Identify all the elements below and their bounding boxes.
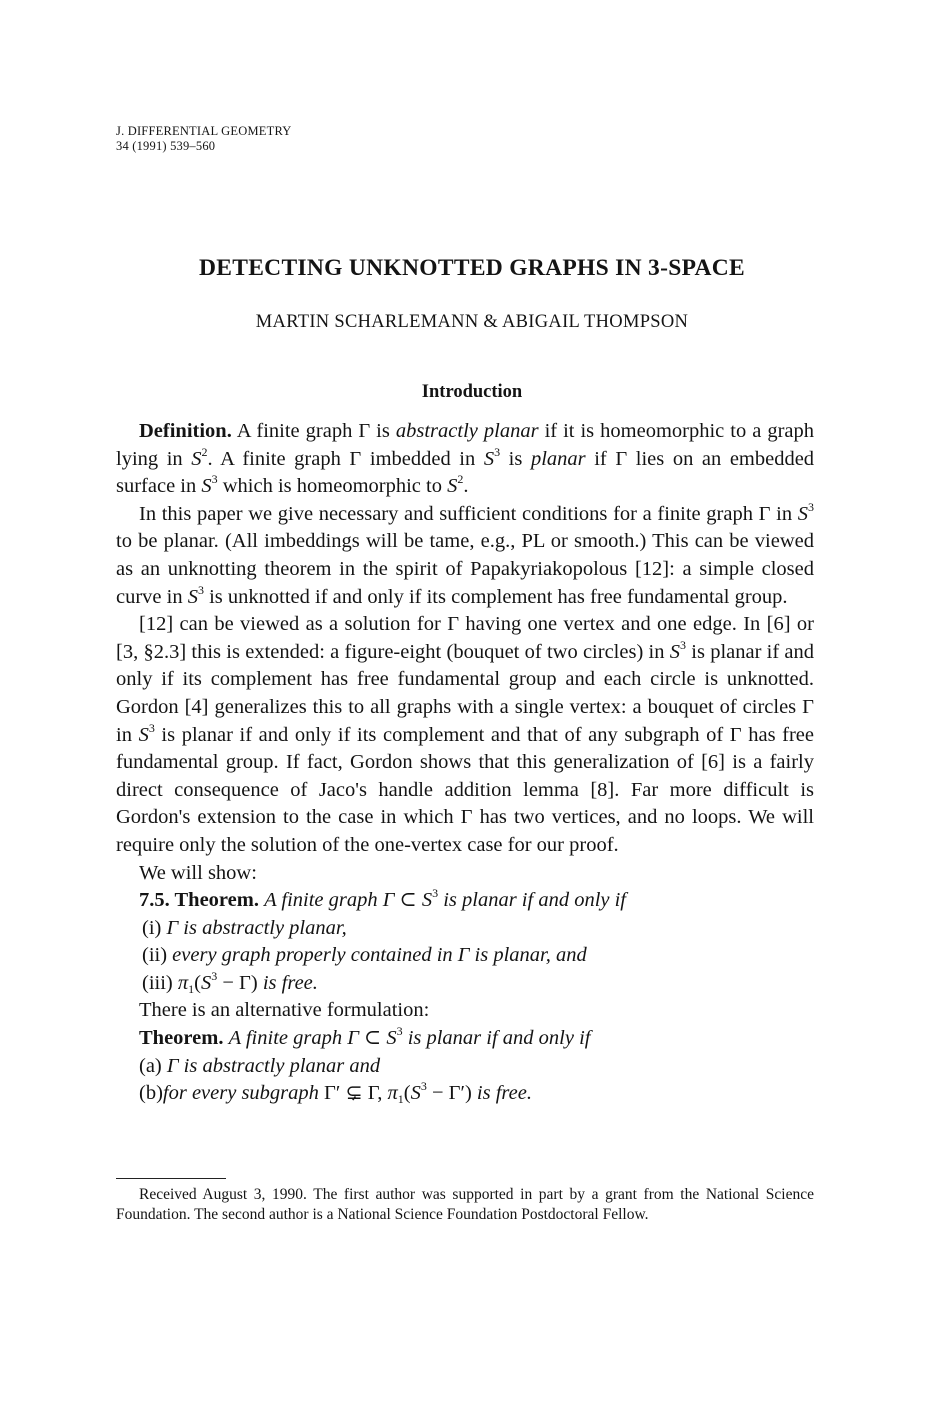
paragraph-text: is planar if and only if its complement has free fundamental group and each circle is unknotted. Gordon [4] generalizes this to all graphs with a single vertex: a bouquet of circles Γ in	[116, 640, 815, 746]
math-superscript: 3	[396, 1024, 403, 1039]
footnote-rule	[116, 1178, 226, 1179]
definition-paragraph	[116, 418, 814, 501]
definition-text: .	[463, 475, 469, 498]
math-subscript: 1	[397, 1092, 404, 1107]
paragraph-text: In this paper we give necessary and sufficient conditions for a finite graph Γ in	[139, 502, 793, 525]
theorem-7-5	[116, 887, 814, 915]
paragraph-2	[116, 501, 814, 611]
definition-text: . A finite graph Γ imbedded in	[207, 447, 476, 470]
math-superscript: 3	[808, 499, 815, 514]
theorem-condition-i	[116, 915, 814, 943]
theorem-text: is planar if and only if	[443, 889, 627, 912]
theorem-condition-a	[116, 1053, 814, 1081]
condition-text: Γ is abstractly planar and	[166, 1054, 381, 1077]
math-symbol: (	[403, 1082, 411, 1105]
theorem-label: 7.5. Theorem.	[139, 889, 259, 912]
math-superscript: 3	[680, 637, 686, 652]
definition-term: abstractly planar	[395, 420, 539, 442]
math-symbol: S	[138, 723, 149, 746]
condition-text: Γ is abstractly planar,	[166, 916, 347, 939]
paragraph-text: [12] can be viewed as a solution for Γ having one vertex and one edge. In [6] or [3, §2.3] this is extended: a figure-eight (bouquet of two circles) in	[116, 613, 814, 663]
math-superscript: 3	[420, 1079, 427, 1094]
theorem-condition-b	[116, 1080, 814, 1108]
math-symbol: S	[421, 889, 433, 912]
condition-label: (ii)	[142, 944, 168, 967]
theorem-text: A finite graph Γ ⊂	[228, 1027, 382, 1050]
math-superscript: 3	[148, 720, 155, 735]
math-superscript: 3	[432, 886, 439, 901]
math-superscript: 2	[457, 472, 464, 487]
theorem-alt	[116, 1025, 814, 1053]
condition-text: every graph properly contained in Γ is planar, and	[172, 944, 587, 967]
math-superscript: 3	[197, 582, 204, 597]
definition-text: which is homeomorphic to	[222, 475, 442, 498]
math-symbol: S	[447, 475, 458, 498]
math-superscript: 3	[211, 968, 218, 983]
journal-name: J. DIFFERENTIAL GEOMETRY	[116, 124, 292, 138]
math-symbol: S	[797, 502, 809, 525]
math-superscript: 3	[211, 472, 218, 487]
theorem-text: is planar if and only if	[407, 1027, 591, 1050]
paragraph-text: is unknotted if and only if its complement has free fundamental group.	[209, 585, 788, 608]
paper-authors: MARTIN SCHARLEMANN & ABIGAIL THOMPSON	[255, 312, 689, 332]
definition-text: A finite graph Γ is	[236, 420, 390, 442]
definition-term: planar	[530, 447, 586, 470]
math-symbol: S	[201, 475, 212, 498]
definition-text: if it is homeomorphic to a graph lying in	[116, 420, 815, 470]
definition-text: is	[508, 447, 523, 470]
paper-title: DETECTING UNKNOTTED GRAPHS IN 3-SPACE	[198, 255, 745, 281]
condition-label: (b)	[139, 1082, 163, 1105]
math-symbol: S	[191, 447, 202, 470]
theorem-label: Theorem.	[139, 1027, 224, 1050]
theorem-text: A finite graph Γ ⊂	[264, 889, 417, 912]
math-subscript: 1	[188, 981, 195, 996]
math-symbol: π	[177, 971, 189, 994]
condition-label: (i)	[142, 916, 162, 939]
condition-text: is free.	[262, 971, 318, 994]
condition-label: (iii)	[142, 971, 173, 994]
we-will-show: We will show:	[139, 861, 257, 884]
condition-text: for every subgraph	[162, 1082, 319, 1105]
journal-header	[116, 124, 292, 154]
math-symbol: S	[200, 971, 212, 994]
section-heading: Introduction	[421, 382, 523, 402]
math-symbol: S	[410, 1082, 421, 1105]
math-symbol: (	[194, 971, 201, 994]
definition-label: Definition.	[139, 420, 232, 442]
paragraph-text: is planar if and only if its complement and that of any subgraph of Γ has free fundamental group. If fact, Gordon shows that this generalization of [6] is a fairly direct consequence of Jaco's handle addition lemma [8]. Far more difficult is Gordon's extension to the case in which Γ has two vertices, and no loops. We will require only the solution of the one-vertex case for our proof.	[116, 723, 815, 856]
math-superscript: 3	[494, 444, 501, 459]
footnote: Received August 3, 1990. The first author was supported in part by a grant from the National Science Foundation. The second author is a National Science Foundation Postdoctoral Fellow.	[116, 1186, 814, 1223]
paragraph-text: to be planar. (All imbeddings will be tame, e.g., PL or smooth.) This can be viewed as an unknotting theorem in the spirit of Papakyriakopolous [12]: a simple closed curve in	[116, 530, 814, 608]
definition-text: if Γ lies on an embedded surface in	[116, 447, 815, 498]
condition-label: (a)	[139, 1054, 162, 1077]
math-superscript: 2	[201, 444, 208, 459]
math-symbol: π	[387, 1082, 398, 1105]
paper-body	[116, 418, 814, 1108]
math-symbol: S	[669, 640, 680, 663]
theorem-condition-ii	[116, 942, 814, 970]
math-symbol: S	[386, 1027, 397, 1050]
math-symbol: − Γ′)	[426, 1082, 472, 1105]
math-symbol: − Γ)	[217, 971, 258, 994]
paragraph-3	[116, 611, 814, 859]
math-symbol: S	[187, 585, 198, 608]
math-symbol: Γ′ ⊊ Γ,	[324, 1082, 383, 1105]
math-symbol: S	[483, 447, 495, 470]
alternative-formulation: There is an alternative formulation:	[139, 999, 430, 1022]
theorem-condition-iii	[116, 970, 814, 998]
condition-text: is free.	[476, 1082, 532, 1105]
journal-volume: 34 (1991) 539–560	[116, 139, 216, 153]
